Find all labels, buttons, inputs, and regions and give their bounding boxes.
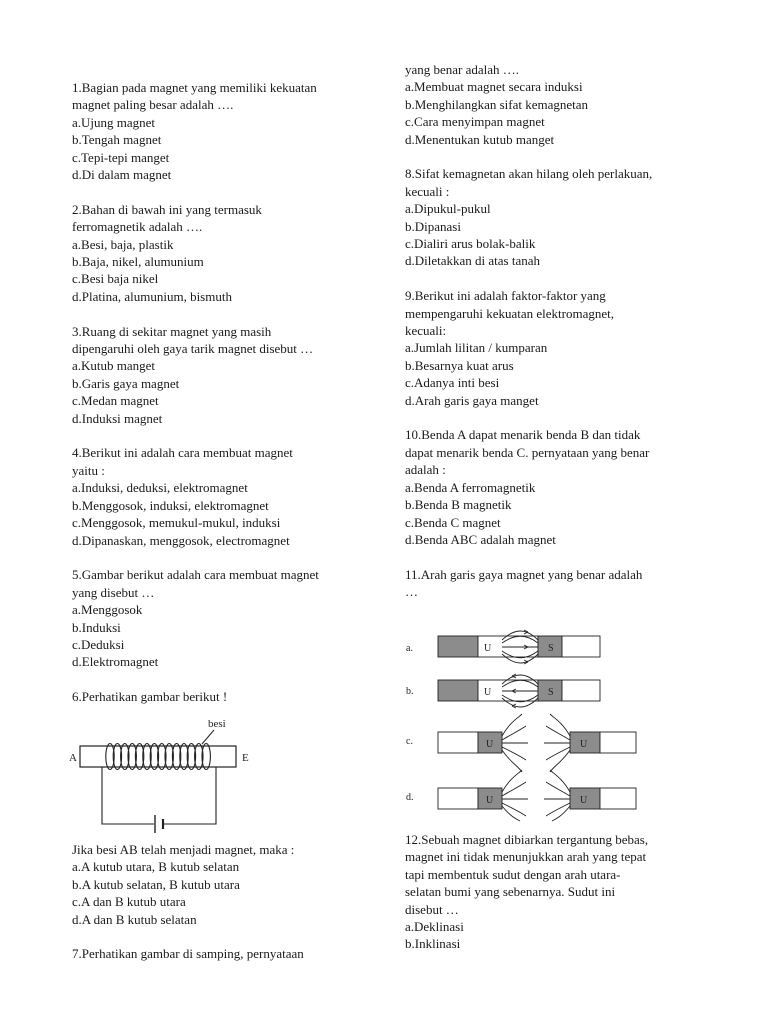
option-b-field-lines bbox=[502, 674, 538, 708]
answer-option: a.Dipukul-pukul bbox=[405, 201, 491, 217]
answer-option: a.Deklinasi bbox=[405, 919, 464, 935]
answer-option: a.Ujung magnet bbox=[72, 114, 156, 130]
option-c-magnets bbox=[438, 732, 636, 753]
question-7-text: 7.Perhatikan gambar di samping, pernyataan bbox=[72, 946, 304, 962]
question-text: yaitu : bbox=[72, 462, 105, 478]
option-d-field-lines bbox=[502, 770, 570, 821]
question-text: yang benar adalah …. bbox=[405, 62, 520, 77]
question-text: 2.Bahan di bawah ini yang termasuk bbox=[72, 201, 262, 217]
option-label-d: d. bbox=[406, 792, 414, 803]
answer-option: a.Kutub manget bbox=[72, 358, 156, 374]
answer-option: c.Menggosok, memukul-mukul, induksi bbox=[72, 515, 281, 531]
question-1 bbox=[72, 79, 319, 183]
answer-option: d.Arah garis gaya manget bbox=[405, 392, 539, 408]
answer-option: a.Membuat magnet secara induksi bbox=[405, 79, 583, 95]
question-2 bbox=[72, 201, 319, 305]
answer-option: d.A dan B kutub selatan bbox=[72, 911, 197, 927]
option-b-magnets bbox=[438, 680, 600, 701]
svg-text:S: S bbox=[548, 643, 554, 654]
left-column bbox=[72, 79, 319, 706]
question-text: 9.Berikut ini adalah faktor-faktor yang bbox=[405, 288, 606, 304]
question-text: selatan bumi yang sebenarnya. Sudut ini bbox=[405, 884, 616, 900]
question-text: 4.Berikut ini adalah cara membuat magnet bbox=[72, 445, 293, 461]
right-column bbox=[405, 61, 652, 601]
answer-option: d.Induksi magnet bbox=[72, 410, 163, 426]
question-4 bbox=[72, 444, 319, 548]
question-text: 8.Sifat kemagnetan akan hilang oleh perlakuan, bbox=[405, 166, 653, 182]
svg-text:U: U bbox=[580, 795, 588, 806]
answer-option: b.Garis gaya magnet bbox=[72, 375, 180, 391]
question-8 bbox=[405, 165, 652, 269]
answer-option: d.Benda ABC adalah magnet bbox=[405, 531, 556, 547]
question-text: magnet paling besar adalah …. bbox=[72, 97, 234, 113]
question-3 bbox=[72, 323, 319, 427]
answer-option: a.Menggosok bbox=[72, 602, 143, 618]
right-column-continued bbox=[405, 831, 648, 953]
answer-option: a.Benda A ferromagnetik bbox=[405, 479, 536, 495]
question-5 bbox=[72, 566, 319, 670]
option-d-magnets bbox=[438, 788, 636, 809]
question-7-continued bbox=[405, 61, 652, 148]
question-text: kecuali: bbox=[405, 323, 447, 339]
option-a-magnets bbox=[438, 636, 600, 657]
answer-option: c.Deduksi bbox=[72, 636, 125, 652]
question-text: tapi membentuk sudut dengan arah utara- bbox=[405, 866, 621, 882]
label-e: E bbox=[242, 752, 249, 764]
answer-option: d.Elektromagnet bbox=[72, 654, 159, 670]
svg-text:U: U bbox=[484, 687, 492, 698]
label-a: A bbox=[69, 752, 77, 764]
answer-option: b.Menghilangkan sifat kemagnetan bbox=[405, 96, 589, 112]
question-text: adalah : bbox=[405, 462, 446, 478]
question-10 bbox=[405, 426, 652, 548]
question-text: 10.Benda A dapat menarik benda B dan tidak bbox=[405, 427, 641, 443]
answer-option: c.Besi baja nikel bbox=[72, 271, 159, 287]
svg-text:U: U bbox=[484, 643, 492, 654]
option-label-b: b. bbox=[406, 686, 414, 697]
answer-option: c.Adanya inti besi bbox=[405, 375, 500, 391]
answer-option: a.A kutub utara, B kutub selatan bbox=[72, 859, 240, 875]
answer-option: a.Jumlah lilitan / kumparan bbox=[405, 340, 548, 356]
question-text: kecuali : bbox=[405, 183, 450, 199]
answer-option: c.A dan B kutub utara bbox=[72, 894, 186, 910]
answer-option: c.Medan magnet bbox=[72, 393, 159, 409]
svg-text:U: U bbox=[486, 795, 494, 806]
question-text: magnet ini tidak menunjukkan arah yang tepat bbox=[405, 849, 647, 865]
answer-option: b.Inklinasi bbox=[405, 936, 461, 952]
question-text: mempengaruhi kekuatan elektromagnet, bbox=[405, 305, 615, 321]
question-9 bbox=[405, 287, 652, 409]
answer-option: b.Besarnya kuat arus bbox=[405, 357, 514, 373]
option-label-c: c. bbox=[406, 736, 413, 747]
question-text: … bbox=[405, 584, 418, 600]
answer-option: b.Dipanasi bbox=[405, 218, 461, 234]
besi-pointer bbox=[202, 730, 214, 744]
question-11 bbox=[405, 566, 652, 601]
answer-option: c.Cara menyimpan magnet bbox=[405, 114, 545, 130]
answer-option: d.Diletakkan di atas tanah bbox=[405, 253, 541, 269]
option-a-field-lines bbox=[502, 630, 538, 664]
svg-text:U: U bbox=[580, 739, 588, 750]
question-text: 3.Ruang di sekitar magnet yang masih bbox=[72, 323, 272, 339]
answer-option: d.Menentukan kutub manget bbox=[405, 131, 555, 147]
option-c-field-lines bbox=[502, 714, 570, 772]
answer-option: d.Dipanaskan, menggosok, electromagnet bbox=[72, 532, 290, 548]
left-column-continued bbox=[72, 841, 304, 963]
answer-option: b.Tengah magnet bbox=[72, 132, 162, 148]
question-text: 1.Bagian pada magnet yang memiliki kekuatan bbox=[72, 80, 317, 95]
question-text: 6.Perhatikan gambar berikut ! bbox=[72, 689, 228, 705]
answer-option: c.Tepi-tepi manget bbox=[72, 149, 170, 165]
question-text: disebut … bbox=[405, 901, 459, 917]
option-label-a: a. bbox=[406, 643, 413, 654]
question-text: 11.Arah garis gaya magnet yang benar adalah bbox=[405, 566, 643, 582]
answer-option: b.A kutub selatan, B kutub utara bbox=[72, 876, 240, 892]
question-text: dapat menarik benda C. pernyataan yang benar bbox=[405, 444, 650, 460]
label-besi: besi bbox=[208, 718, 226, 730]
answer-option: b.Baja, nikel, alumunium bbox=[72, 254, 204, 270]
question-text: 5.Gambar berikut adalah cara membuat magnet bbox=[72, 567, 319, 583]
question-text: ferromagnetik adalah …. bbox=[72, 219, 203, 235]
answer-option: d.Platina, alumunium, bismuth bbox=[72, 288, 232, 304]
question-text: yang disebut … bbox=[72, 584, 155, 600]
svg-text:S: S bbox=[548, 687, 554, 698]
answer-option: a.Induksi, deduksi, elektromagnet bbox=[72, 480, 248, 496]
question-text: 12.Sebuah magnet dibiarkan tergantung bebas, bbox=[405, 832, 649, 847]
answer-option: d.Di dalam magnet bbox=[72, 167, 172, 183]
answer-option: a.Besi, baja, plastik bbox=[72, 236, 174, 252]
svg-text:U: U bbox=[486, 739, 494, 750]
question-text: dipengaruhi oleh gaya tarik magnet disebut … bbox=[72, 341, 314, 357]
answer-option: c.Benda C magnet bbox=[405, 514, 501, 530]
solenoid-circuit-figure bbox=[66, 712, 266, 844]
question-6 bbox=[72, 688, 319, 705]
answer-option: c.Dialiri arus bolak-balik bbox=[405, 236, 536, 252]
wire-right bbox=[164, 767, 216, 824]
wire-left bbox=[102, 767, 154, 824]
question-12 bbox=[405, 831, 648, 953]
answer-option: b.Benda B magnetik bbox=[405, 497, 512, 513]
answer-option: b.Induksi bbox=[72, 619, 121, 635]
field-lines-figure bbox=[400, 622, 650, 822]
answer-option: b.Menggosok, induksi, elektromagnet bbox=[72, 497, 269, 513]
question-text: Jika besi AB telah menjadi magnet, maka : bbox=[72, 842, 295, 857]
